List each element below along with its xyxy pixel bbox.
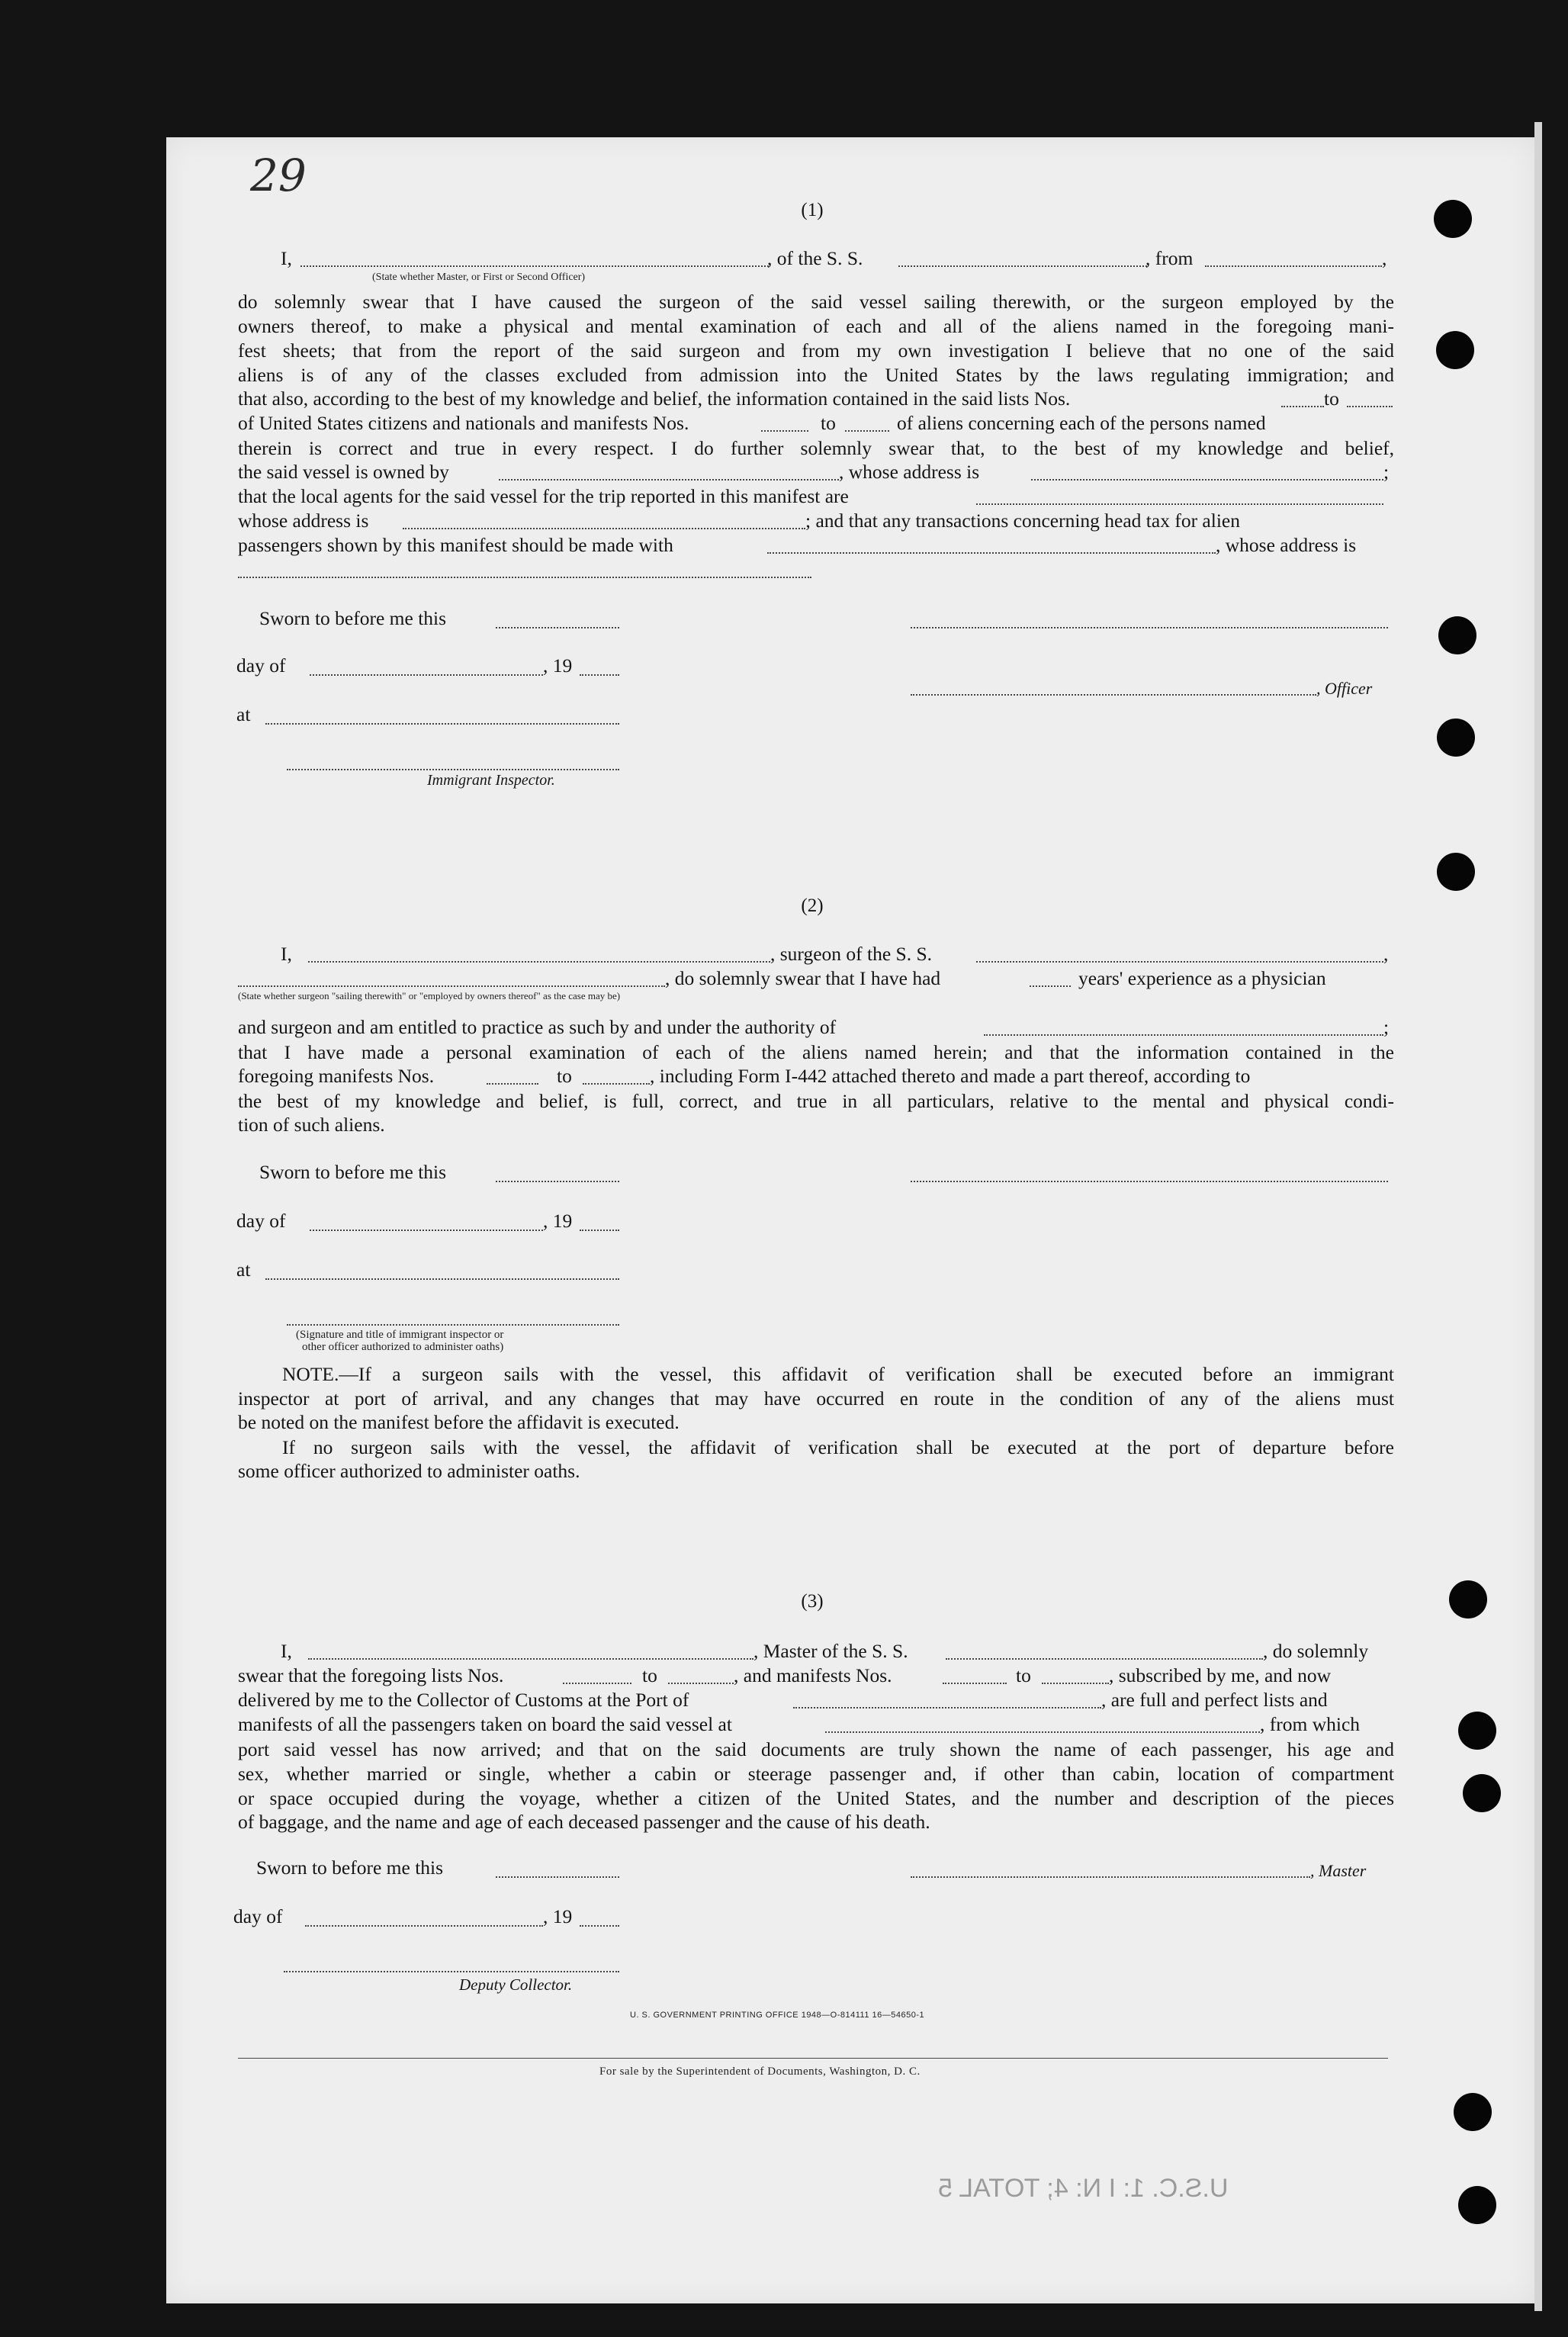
blank-manifest-to [845, 430, 889, 432]
line-label: , are full and perfect lists and [1101, 1689, 1328, 1711]
line-label: swear that the foregoing lists Nos. [238, 1664, 504, 1686]
punch-hole [1437, 853, 1475, 891]
blank-year [580, 1925, 619, 1927]
day-of-label: day of [236, 654, 286, 677]
paragraph-line: fest sheets; that from the report of the said surgeon and from my own investigation I believe that no one of the said [238, 339, 1394, 362]
line-label: delivered by me to the Collector of Customs at the Port of [238, 1689, 689, 1711]
blank-officer-signature [911, 627, 1388, 628]
blank-list-from [563, 1683, 631, 1684]
paragraph-line: owners thereof, to make a physical and mental examination of each and all of the aliens named in the foregoing mani- [238, 315, 1394, 337]
line-label: of United States citizens and nationals and manifests Nos. [238, 412, 689, 434]
blank-year [580, 1230, 619, 1231]
line-label: whose address is [238, 510, 369, 532]
paragraph-line: tion of such aliens. [238, 1114, 385, 1136]
paragraph-line: the best of my knowledge and belief, is full, correct, and true in all particulars, relative to the mental and physical condi- [238, 1090, 1394, 1112]
blank-manifest-from [943, 1683, 1007, 1684]
note-line: If no surgeon sails with the vessel, the affidavit of verification shall be executed at the port of departure before [282, 1436, 1394, 1458]
blank-list-from [1281, 406, 1324, 407]
blank-inspector-signature [287, 769, 619, 770]
blank-sworn-date [496, 1876, 619, 1878]
line-label: , Master of the S. S. [753, 1640, 908, 1662]
line-label: , surgeon of the S. S. [770, 943, 933, 965]
line-label: I, [281, 247, 292, 269]
note-line: some officer authorized to administer oaths. [238, 1460, 580, 1482]
blank-from-port [1205, 265, 1382, 267]
blank-master-name [308, 1658, 753, 1660]
line-label: , [1383, 943, 1389, 965]
at-label: at [236, 703, 251, 725]
blank-vessel-owner [499, 479, 839, 481]
line-label: and surgeon and am entitled to practice as such by and under the authority of [238, 1016, 837, 1038]
line-label: to [1016, 1664, 1031, 1686]
note-line: NOTE.—If a surgeon sails with the vessel, this affidavit of verification shall be executed before an immigrant [282, 1363, 1394, 1385]
line-label: that also, according to the best of my knowledge and belief, the information contained in the said lists Nos. [238, 387, 1071, 410]
year-label: , 19 [543, 1905, 573, 1927]
blank-manifest-from [761, 430, 808, 432]
paragraph-line: therein is correct and true in every respect. I do further solemnly swear that, to the best of my knowledge and belief, [238, 437, 1394, 459]
section-number: (1) [801, 200, 824, 220]
punch-hole [1449, 1580, 1487, 1619]
line-label: , subscribed by me, and now [1109, 1664, 1332, 1686]
blank-authority [984, 1034, 1383, 1036]
line-label: the said vessel is owned by [238, 461, 449, 483]
line-label: years' experience as a physician [1078, 967, 1326, 989]
blank-surgeon-signature [911, 1181, 1388, 1182]
line-label: , of the S. S. [767, 247, 863, 269]
line-label: , from which [1260, 1713, 1361, 1735]
surgeon-instruction: (State whether surgeon "sailing therewith" or "employed by owners thereof" as the case may be) [238, 990, 621, 1001]
sworn-label: Sworn to before me this [256, 1856, 444, 1879]
blank-sworn-date [496, 627, 619, 628]
line-label: ; and that any transactions concerning head tax for alien [805, 510, 1240, 532]
blank-sworn-date [496, 1181, 619, 1182]
paragraph-line: do solemnly swear that I have caused the surgeon of the said vessel sailing therewith, or the surgeon employed by the [238, 291, 1394, 313]
blank-years-experience [1030, 985, 1071, 987]
year-label: , 19 [543, 654, 573, 677]
line-label: I, [281, 1640, 292, 1662]
line-label: I, [281, 943, 292, 965]
master-label: , Master [1310, 1861, 1367, 1880]
blank-head-tax-contact [767, 552, 1216, 554]
line-label: , whose address is [839, 461, 980, 483]
sworn-label: Sworn to before me this [259, 607, 447, 629]
blank-year [580, 674, 619, 676]
paragraph-line: or space occupied during the voyage, whether a citizen of the United States, and the number and description of the pieces [238, 1787, 1394, 1809]
line-label: passengers shown by this manifest should be made with [238, 534, 673, 556]
blank-inspector-signature [287, 1324, 619, 1326]
day-of-label: day of [233, 1905, 283, 1927]
blank-port-of-arrival [793, 1707, 1101, 1709]
blank-local-agents [976, 503, 1383, 505]
paragraph-line: aliens is of any of the classes excluded from admission into the United States by the laws regulating immigration; and [238, 364, 1394, 386]
line-label: to [821, 412, 836, 434]
at-label: at [236, 1259, 251, 1281]
paragraph-line: port said vessel has now arrived; and that on the said documents are truly shown the name of each passenger, his age and [238, 1738, 1394, 1760]
paragraph-line: that I have made a personal examination of each of the aliens named herein; and that the information contained in the [238, 1041, 1394, 1063]
line-label: , and manifests Nos. [734, 1664, 892, 1686]
line-label: to [1324, 387, 1339, 410]
handwritten-page-number: 29 [250, 149, 307, 201]
blank-day-of [310, 1230, 543, 1231]
page-edge [1534, 122, 1542, 2311]
line-label: to [557, 1065, 572, 1087]
blank-manifest-to [583, 1083, 650, 1085]
punch-hole [1437, 718, 1475, 757]
line-label: that the local agents for the said vessel for the trip reported in this manifest are [238, 485, 849, 507]
blank-surgeon-name [308, 961, 770, 963]
blank-port-of-departure [825, 1731, 1260, 1733]
line-label: , do solemnly swear that I have had [665, 967, 941, 989]
paragraph-line: of baggage, and the name and age of each deceased passenger and the cause of his death. [238, 1811, 930, 1833]
blank-owner-address [1031, 479, 1383, 481]
blank-officer-name [300, 265, 769, 267]
blank-at-place [265, 723, 619, 725]
line-label: manifests of all the passengers taken on board the said vessel at [238, 1713, 732, 1735]
printing-office-line: U. S. GOVERNMENT PRINTING OFFICE 1948—O-814111 16—54650-1 [630, 2011, 925, 2020]
inspector-label: Immigrant Inspector. [427, 772, 555, 789]
signature-instruction: other officer authorized to administer oaths) [302, 1341, 504, 1353]
punch-hole [1436, 331, 1474, 369]
officer-instruction: (State whether Master, or First or Second Officer) [372, 272, 586, 283]
section-number: (3) [801, 1591, 824, 1612]
blank-master-vessel [946, 1658, 1263, 1660]
line-label: , whose address is [1216, 534, 1357, 556]
officer-label: , Officer [1316, 679, 1373, 698]
blank-collector-signature [284, 1971, 619, 1972]
line-label: ; [1383, 1016, 1390, 1038]
blank-surgeon-vessel [976, 961, 1383, 963]
line-label: , [1382, 247, 1387, 269]
punch-hole [1458, 1712, 1496, 1750]
blank-officer-line [911, 694, 1316, 696]
blank-day-of [310, 674, 543, 676]
paragraph-line: sex, whether married or single, whether a cabin or steerage passenger and, if other than cabin, location of compartment [238, 1763, 1394, 1785]
line-label: , do solemnly [1263, 1640, 1369, 1662]
note-line: inspector at port of arrival, and any changes that may have occurred en route in the condition of any of the aliens must [238, 1387, 1394, 1410]
line-label: to [642, 1664, 657, 1686]
punch-hole [1434, 200, 1472, 238]
blank-master-signature [911, 1876, 1310, 1878]
line-label: ; [1383, 461, 1390, 483]
punch-hole [1438, 616, 1476, 654]
deputy-collector-label: Deputy Collector. [459, 1975, 573, 1994]
punch-hole [1458, 2186, 1496, 2224]
punch-hole [1454, 2093, 1492, 2131]
year-label: , 19 [543, 1210, 573, 1232]
blank-manifest-to [1042, 1683, 1109, 1684]
day-of-label: day of [236, 1210, 286, 1232]
line-label: , from [1145, 247, 1194, 269]
section-number: (2) [801, 895, 824, 916]
punch-hole [1463, 1774, 1501, 1812]
footer-rule [238, 2058, 1388, 2059]
blank-manifest-from [487, 1083, 538, 1085]
blank-surgeon-status [238, 985, 665, 987]
blank-head-tax-address [238, 577, 811, 578]
line-label: , including Form I-442 attached thereto and made a part thereof, according to [650, 1065, 1251, 1087]
blank-agent-address [403, 528, 805, 529]
blank-list-to [668, 1683, 734, 1684]
signature-instruction: (Signature and title of immigrant inspector or [296, 1329, 504, 1341]
sale-notice: For sale by the Superintendent of Documents, Washington, D. C. [599, 2065, 921, 2078]
bleed-through-mark: U.S.C. 1: I N: 4; TOTAL 5 [938, 2174, 1229, 2203]
blank-at-place [265, 1278, 619, 1280]
blank-day-of [305, 1925, 543, 1927]
line-label: foregoing manifests Nos. [238, 1065, 435, 1087]
blank-vessel-name [898, 265, 1147, 267]
blank-list-to [1347, 406, 1393, 407]
note-line: be noted on the manifest before the affidavit is executed. [238, 1411, 680, 1433]
line-label: of aliens concerning each of the persons named [897, 412, 1266, 434]
sworn-label: Sworn to before me this [259, 1161, 447, 1183]
